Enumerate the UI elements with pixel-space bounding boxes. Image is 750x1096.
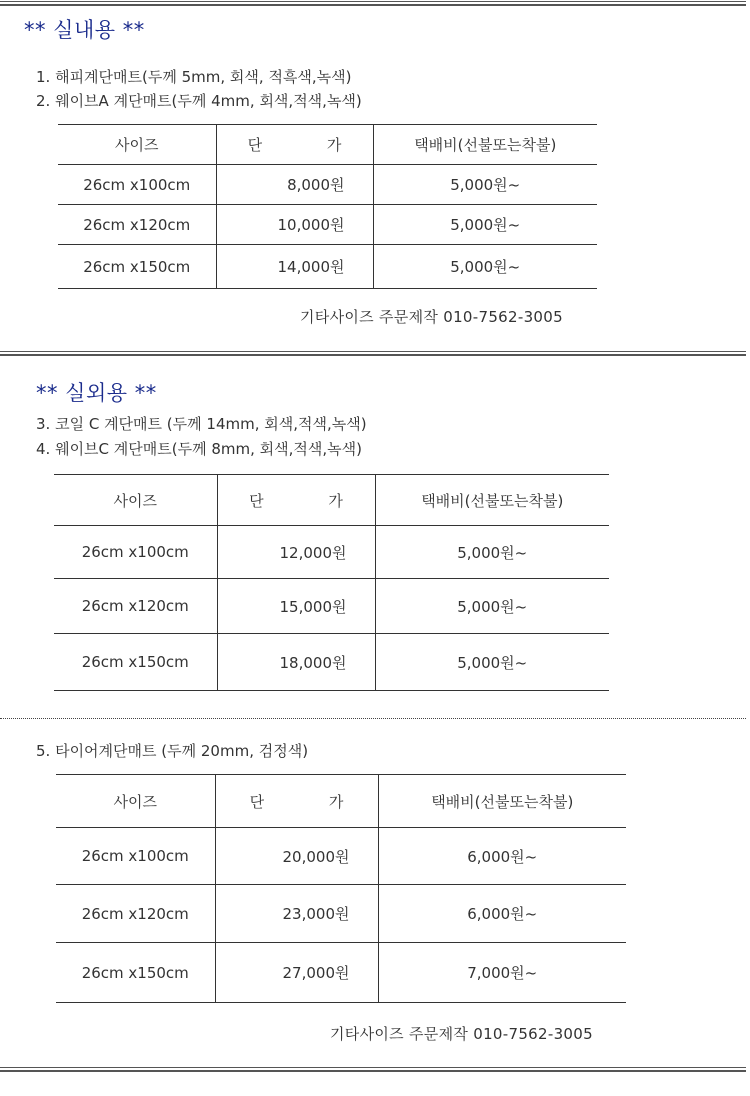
table-row <box>56 943 626 1003</box>
header-shipping: 택배비(선불또는착불) <box>373 125 597 165</box>
shipping-cell: 5,000원~ <box>373 165 597 205</box>
shipping-cell: 7,000원~ <box>378 943 626 1003</box>
table-header-row <box>58 125 597 165</box>
shipping-cell: 5,000원~ <box>375 579 609 634</box>
outdoor-item-4: 4. 웨이브C 계단매트(두께 8mm, 회색,적색,녹색) <box>36 440 362 458</box>
top-divider <box>0 1 746 6</box>
shipping-cell: 6,000원~ <box>378 885 626 943</box>
table-header-row <box>54 475 609 526</box>
price-cell: 20,000원 <box>215 828 378 885</box>
shipping-cell: 6,000원~ <box>378 828 626 885</box>
table-row <box>54 579 609 634</box>
header-size: 사이즈 <box>54 475 217 526</box>
table-row <box>54 634 609 691</box>
price-cell: 27,000원 <box>215 943 378 1003</box>
tire-price-table <box>56 774 626 1003</box>
shipping-cell: 5,000원~ <box>375 526 609 579</box>
tire-item-5: 5. 타이어계단매트 (두께 20mm, 검정색) <box>36 742 309 760</box>
table-row <box>56 828 626 885</box>
indoor-custom-order-note: 기타사이즈 주문제작 010-7562-3005 <box>300 308 563 326</box>
dotted-divider <box>0 718 746 719</box>
tire-custom-order-note: 기타사이즈 주문제작 010-7562-3005 <box>330 1025 593 1043</box>
header-size: 사이즈 <box>56 775 215 828</box>
size-cell: 26cm x120cm <box>56 885 215 943</box>
indoor-heading: ** 실내용 ** <box>24 18 145 42</box>
shipping-cell: 5,000원~ <box>373 245 597 289</box>
price-cell: 15,000원 <box>217 579 375 634</box>
price-cell: 18,000원 <box>217 634 375 691</box>
table-row <box>56 885 626 943</box>
price-cell: 23,000원 <box>215 885 378 943</box>
table-row <box>58 205 597 245</box>
size-cell: 26cm x100cm <box>58 165 216 205</box>
price-cell: 14,000원 <box>216 245 373 289</box>
shipping-cell: 5,000원~ <box>375 634 609 691</box>
header-shipping: 택배비(선불또는착불) <box>375 475 609 526</box>
shipping-cell: 5,000원~ <box>373 205 597 245</box>
outdoor-heading: ** 실외용 ** <box>36 381 157 405</box>
size-cell: 26cm x120cm <box>54 579 217 634</box>
outdoor-price-table <box>54 474 609 691</box>
section-divider <box>0 351 746 356</box>
size-cell: 26cm x100cm <box>56 828 215 885</box>
indoor-item-1: 1. 해피계단매트(두께 5mm, 회색, 적흑색,녹색) <box>36 68 352 86</box>
price-cell: 8,000원 <box>216 165 373 205</box>
price-cell: 10,000원 <box>216 205 373 245</box>
table-header-row <box>56 775 626 828</box>
header-size: 사이즈 <box>58 125 216 165</box>
bottom-divider <box>0 1067 746 1072</box>
size-cell: 26cm x150cm <box>58 245 216 289</box>
size-cell: 26cm x150cm <box>54 634 217 691</box>
outdoor-item-3: 3. 코일 C 계단매트 (두께 14mm, 회색,적색,녹색) <box>36 415 367 433</box>
header-shipping: 택배비(선불또는착불) <box>378 775 626 828</box>
indoor-item-2: 2. 웨이브A 계단매트(두께 4mm, 회색,적색,녹색) <box>36 92 362 110</box>
indoor-price-table <box>58 124 597 289</box>
table-row <box>54 526 609 579</box>
header-unit-price: 단 가 <box>217 475 375 526</box>
size-cell: 26cm x100cm <box>54 526 217 579</box>
table-row <box>58 245 597 289</box>
size-cell: 26cm x120cm <box>58 205 216 245</box>
header-unit-price: 단 가 <box>216 125 373 165</box>
header-unit-price: 단 가 <box>215 775 378 828</box>
size-cell: 26cm x150cm <box>56 943 215 1003</box>
price-cell: 12,000원 <box>217 526 375 579</box>
table-row <box>58 165 597 205</box>
